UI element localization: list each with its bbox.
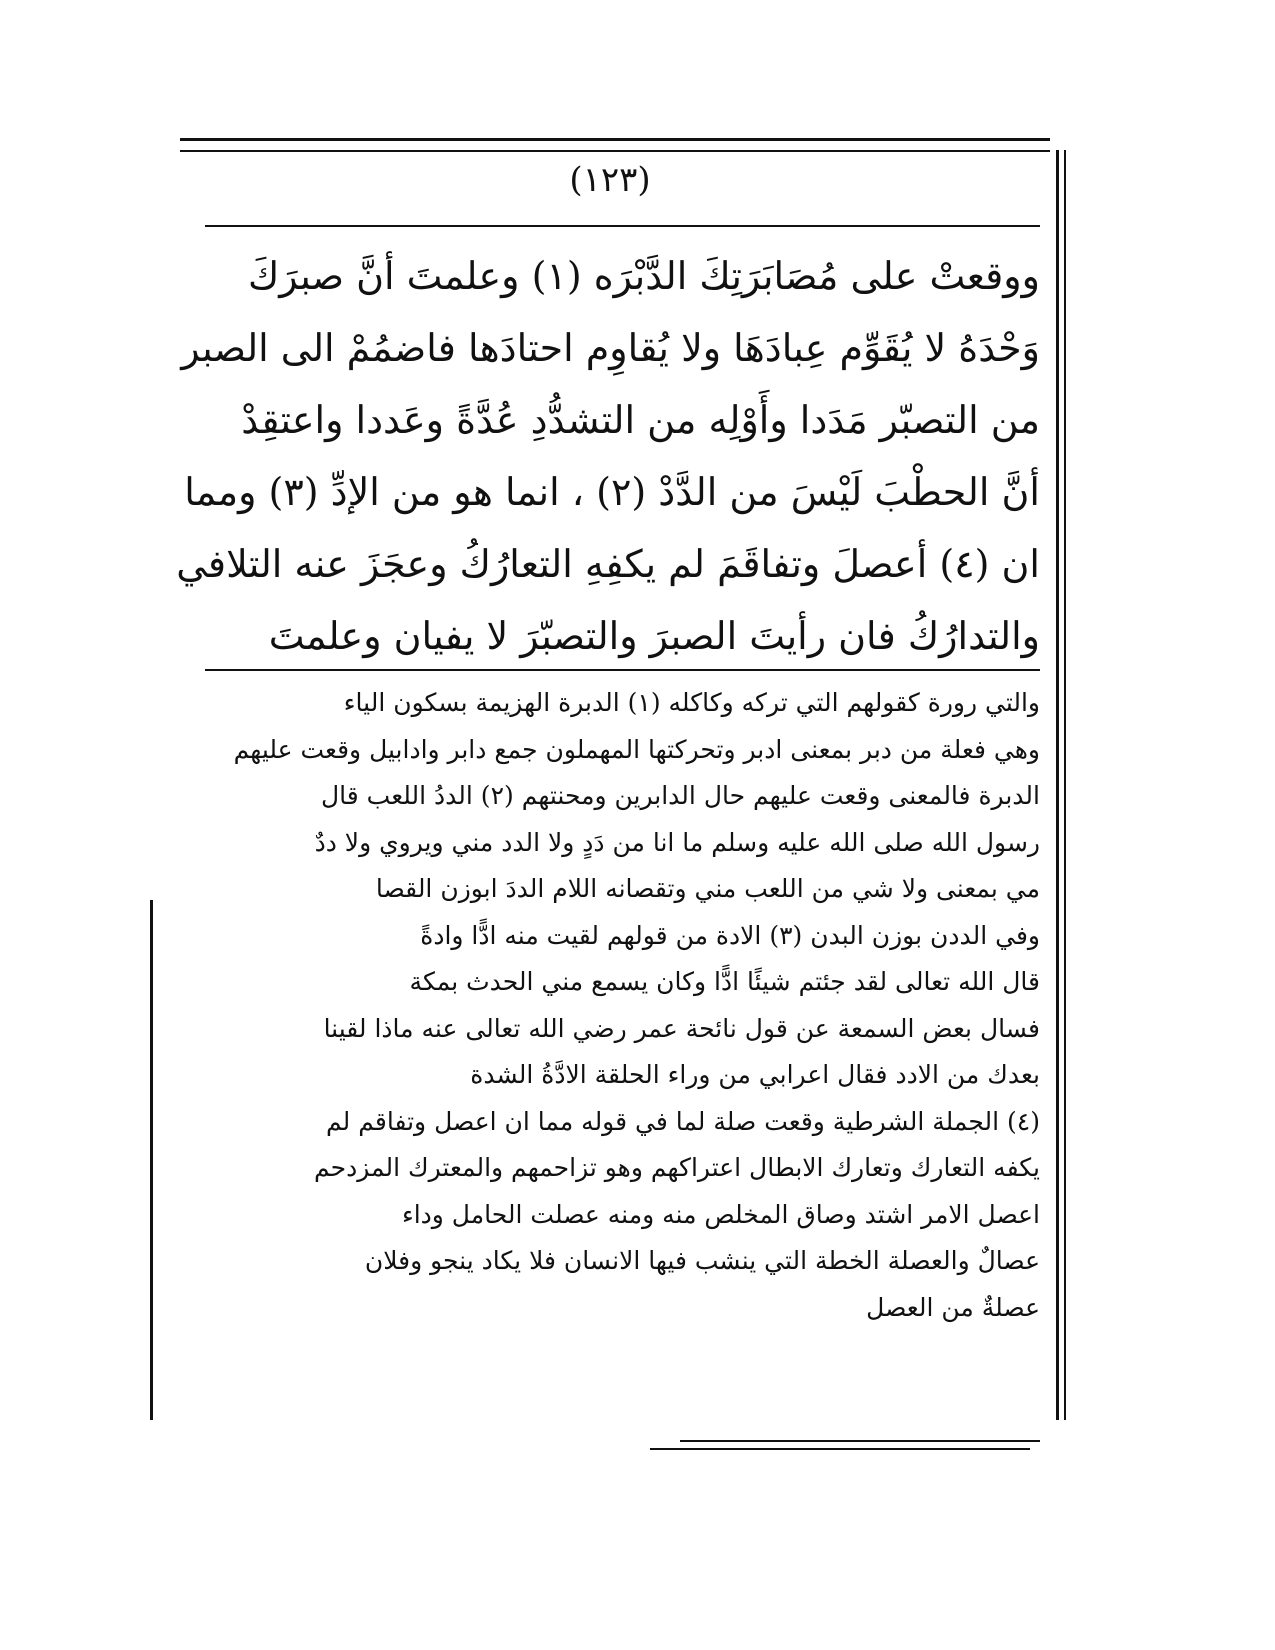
main-text-line: وَحْدَهُ لا يُقَوِّم عِبادَهَا ولا يُقاوِم احتادَها فاضمُمْ الى الصبر	[181, 326, 1040, 370]
footnote-line: قال الله تعالى لقد جئتم شيئًا ادًّا وكان يسمع مني الحدث بمكة	[409, 967, 1040, 996]
main-text-line: ان (٤) أعصلَ وتفاقَمَ لم يكفِهِ التعارُكُ وعجَزَ عنه التلافي	[176, 542, 1040, 586]
footnote-line: مي بمعنى ولا شي من اللعب مني وتقصانه اللام الددَ ابوزن القصا	[375, 874, 1040, 903]
footnote-line: اعصل الامر اشتد وصاق المخلص منه ومنه عصلت الحامل وداء	[401, 1199, 1040, 1229]
footnote-line: (٤) الجملة الشرطية وقعت صلة لما في قوله مما ان اعصل وتفاقم لم	[326, 1106, 1040, 1136]
main-text-line: والتدارُكُ فان رأيتَ الصبرَ والتصبّرَ لا يفيان وعلمتَ	[268, 614, 1040, 658]
footnote-line: بعدك من الادد فقال اعرابي من وراء الحلقة الادَّةُ الشدة	[470, 1060, 1040, 1089]
top-double-rule-lower	[180, 150, 1050, 152]
header-rule	[205, 225, 1040, 227]
main-text-line: ووقعتْ على مُصَابَرَتِكَ الدَّبْرَه (١) وعلمتَ أنَّ صبرَكَ	[247, 254, 1040, 298]
top-double-rule-upper	[180, 138, 1050, 141]
footnote-line: عصلةٌ من العصل	[866, 1292, 1040, 1322]
bottom-rule-lower	[650, 1448, 1030, 1450]
main-text-line: من التصبّر مَدَدا وأَوْلِه من التشدُّدِ عُدَّةً وعَددا واعتقِدْ	[241, 398, 1040, 442]
footnote-line: رسول الله صلى الله عليه وسلم ما انا من دَدٍ ولا الدد مني ويروي ولا ددٌ	[314, 827, 1040, 857]
footnote-line: الدبرة فالمعنى وقعت عليهم حال الدابرين ومحنتهم (٢) الددُ اللعب قال	[320, 781, 1040, 810]
page-number: (١٢٣)	[569, 160, 651, 200]
left-border	[150, 900, 153, 1420]
right-border-outer	[1056, 150, 1059, 1420]
right-border-inner	[1064, 150, 1066, 1420]
footnotes	[205, 680, 1040, 1331]
main-text	[176, 240, 1040, 672]
footnote-line: وهي فعلة من دبر بمعنى ادبر وتحركتها المهملون جمع دابر وادابيل وقعت عليهم	[233, 734, 1040, 764]
footnote-line: وفي الددن بوزن البدن (٣) الادة من قولهم لقيت منه ادًّا وادةً	[420, 920, 1040, 950]
footnote-line: والتي رورة كقولهم التي تركه وكاكله (١) الدبرة الهزيمة بسكون الياء	[343, 688, 1040, 717]
footnote-line: فسال بعض السمعة عن قول نائحة عمر رضي الله تعالى عنه ماذا لقينا	[323, 1013, 1040, 1043]
footnote-line: عصالٌ والعصلة الخطة التي ينشب فيها الانسان فلا يكاد ينجو وفلان	[364, 1246, 1040, 1275]
bottom-rule-upper	[680, 1440, 1040, 1442]
main-text-line: أنَّ الحطْبَ لَيْسَ من الدَّدْ (٢) ، انما هو من الإدِّ (٣) ومما	[184, 470, 1040, 514]
footnote-line: يكفه التعارك وتعارك الابطال اعتراكهم وهو تزاحمهم والمعترك المزدحم	[314, 1153, 1040, 1182]
